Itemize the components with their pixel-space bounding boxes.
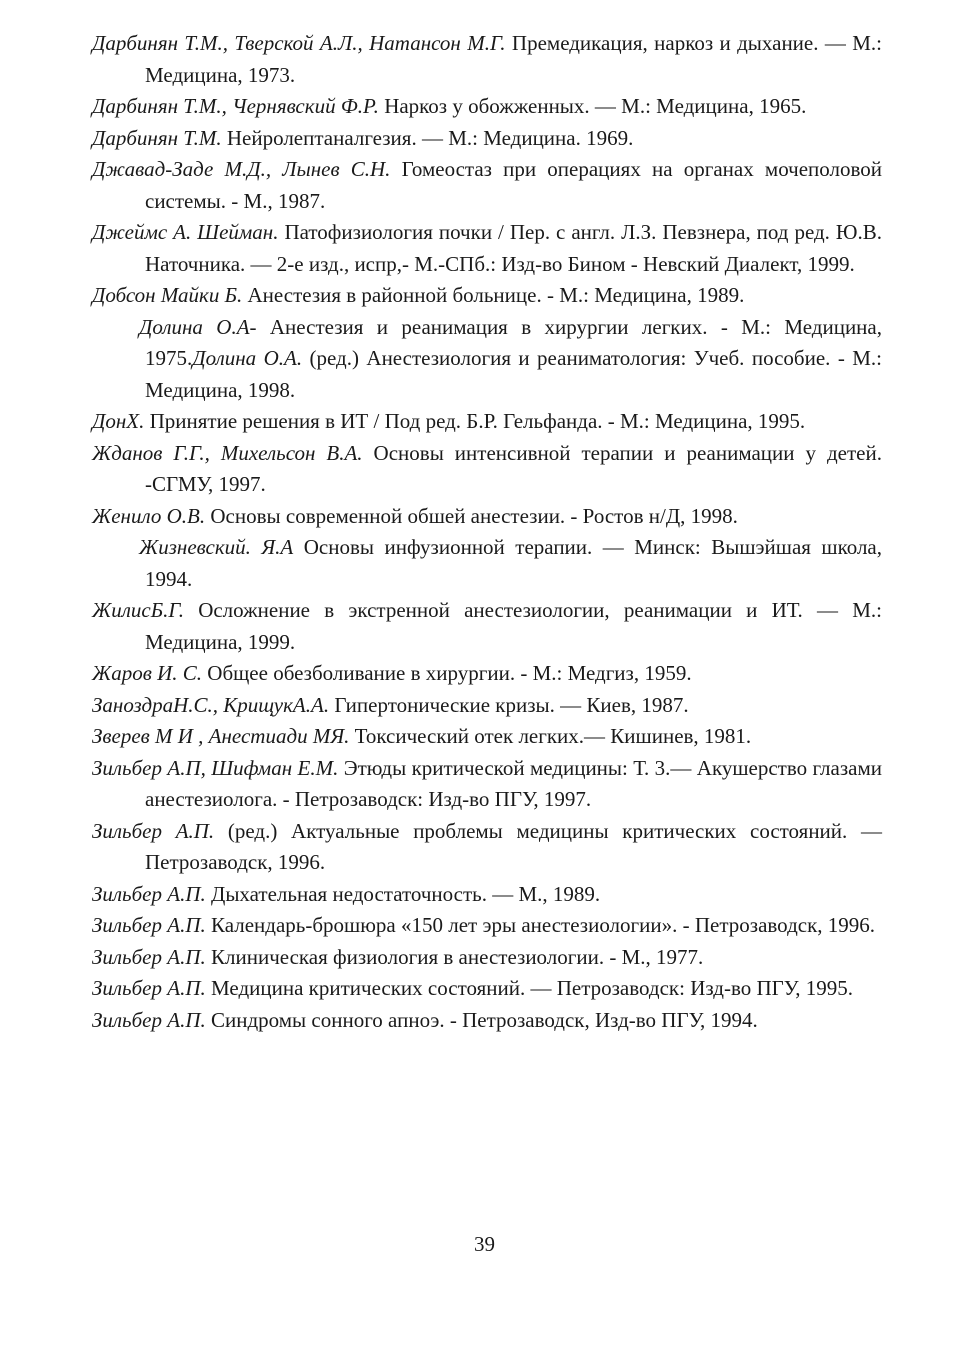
entry-author: Зильбер А.П. [92, 1007, 206, 1032]
entry-author: Долина О.А- [139, 314, 257, 339]
entry-text: Календарь-брошюра «150 лет эры анестезиологии». - Петрозаводск, 1996. [205, 913, 876, 937]
entry-author: ЖилисБ.Г. [92, 598, 184, 622]
bib-entry-17 [92, 816, 882, 879]
bib-entry-16 [92, 753, 882, 816]
bib-entry-18 [92, 879, 882, 911]
bib-entry-8 [92, 406, 882, 438]
bib-entry-9 [92, 438, 882, 501]
bib-entry-13 [92, 658, 882, 690]
bib-entry-6 [92, 280, 882, 312]
entry-author: Зверев М И , Анестиади МЯ. [92, 724, 350, 748]
entry-text: Принятие решения в ИТ / Под ред. Б.Р. Гельфанда. - М.: Медицина, 1995. [144, 409, 806, 433]
entry-author: Джеймс А. Шейман. [92, 220, 279, 244]
entry-author: Жаров И. С. [92, 661, 203, 685]
entry-text: Основы инфузионной терапии. — Минск: Вышэйшая школа, 1994. [145, 535, 882, 591]
entry-author: Зильбер А.П. [92, 881, 206, 906]
entry-text: Осложнение в экстренной анестезиологии, реанимации и ИТ. — М.: Медицина, 1999. [145, 598, 882, 654]
entry-text: Клиническая физиология в анестезиологии. - М., 1977. [205, 944, 704, 969]
entry-text: Синдромы сонного апноэ. - Петрозаводск, Изд-во ПГУ, 1994. [205, 1007, 758, 1032]
page-number: 39 [474, 1232, 495, 1256]
bib-entry-1 [92, 28, 882, 91]
bib-entry-22 [92, 1005, 882, 1037]
bib-entry-15 [92, 721, 882, 753]
entry-author: Зильбер А.П. [92, 944, 206, 969]
entry-author: ДонХ. [92, 409, 145, 433]
entry-text-secondary: (ред.) Анестезиология и реаниматология: Учеб. пособие. - М.: Медицина, 1998. [145, 346, 883, 402]
entry-text: Гомеостаз при операциях на органах мочеполовой системы. - М., 1987. [145, 157, 882, 213]
bib-entry-10 [92, 501, 882, 533]
entry-text: Основы современной обшей анестезии. - Ростов н/Д, 1998. [205, 503, 738, 528]
entry-author: Жданов Г.Г., Михельсон В.А. [92, 440, 363, 465]
entry-author: Дарбинян Т.М., Тверской А.Л., Натансон М.Г. [92, 31, 506, 55]
entry-text: Токсический отек легких.— Кишинев, 1981. [349, 724, 752, 748]
entry-text: Дыхательная недостаточность. — М., 1989. [205, 881, 601, 906]
entry-author: Джавад-Заде М.Д., Лынев С.Н. [92, 157, 391, 181]
entry-text: Гипертонические кризы. — Киев, 1987. [329, 692, 689, 717]
entry-text: Этюды критической медицины: Т. 3.— Акушерство глазами анестезиолога. - Петрозаводск: Изд-во ПГУ, 1997. [145, 755, 882, 811]
entry-text: Наркоз у обожженных. — М.: Медицина, 1965. [378, 94, 807, 118]
entry-author: Зильбер А.П, Шифман Е.М. [92, 755, 339, 780]
entry-author: Жизневский. Я.А [139, 535, 294, 559]
entry-text: (ред.) Актуальные проблемы медицины критических состояний. — Петрозаводск, 1996. [145, 818, 882, 874]
bib-entry-4 [92, 154, 882, 217]
entry-text: Общее обезболивание в хирургии. - М.: Медгиз, 1959. [202, 661, 692, 685]
entry-text: Патофизиология почки / Пер. с англ. Л.З. Певзнера, под ред. Ю.В. Наточника. — 2-е изд., испр,- М.-СПб.: Изд-во Бином - Невский Диалект, 1999. [145, 220, 882, 276]
entry-text: Премедикация, наркоз и дыхание. — М.: Медицина, 1973. [145, 31, 882, 87]
entry-text: Анестезия и реанимация в хирургии легких. - М.: Медицина, 1975. [145, 314, 882, 370]
entry-author-secondary: Долина О.А. [192, 346, 303, 370]
bib-entry-12 [92, 595, 882, 658]
entry-author: Женило О.В. [92, 503, 206, 528]
entry-author: Дарбинян Т.М., Чернявский Ф.Р. [92, 94, 379, 118]
entry-text: Анестезия в районной больнице. - М.: Медицина, 1989. [242, 283, 745, 307]
bib-entry-14 [92, 690, 882, 722]
bib-entry-19 [92, 910, 882, 942]
bib-entry-20 [92, 942, 882, 974]
entry-author: Добсон Майки Б. [92, 283, 243, 307]
entry-text: Медицина критических состояний. — Петрозаводск: Изд-во ПГУ, 1995. [205, 976, 853, 1000]
entry-author: Дарбинян Т.М. [92, 125, 222, 150]
bib-entry-3 [92, 123, 882, 155]
entry-author: Зильбер А.П. [92, 976, 206, 1000]
entry-author: Зильбер А.П. [92, 818, 215, 843]
bib-entry-11 [92, 532, 882, 595]
bibliography-list [92, 28, 882, 1036]
entry-text: Нейролептаналгезия. — М.: Медицина. 1969. [221, 125, 634, 150]
bib-entry-5 [92, 217, 882, 280]
entry-author: Зильбер А.П. [92, 913, 206, 937]
entry-author: ЗаноздраН.С., КрищукА.А. [92, 692, 330, 717]
entry-text: Основы интенсивной терапии и реанимации у детей. -СГМУ, 1997. [145, 440, 882, 496]
bib-entry-2 [92, 91, 882, 123]
bib-entry-21 [92, 973, 882, 1005]
bib-entry-7 [92, 312, 882, 407]
